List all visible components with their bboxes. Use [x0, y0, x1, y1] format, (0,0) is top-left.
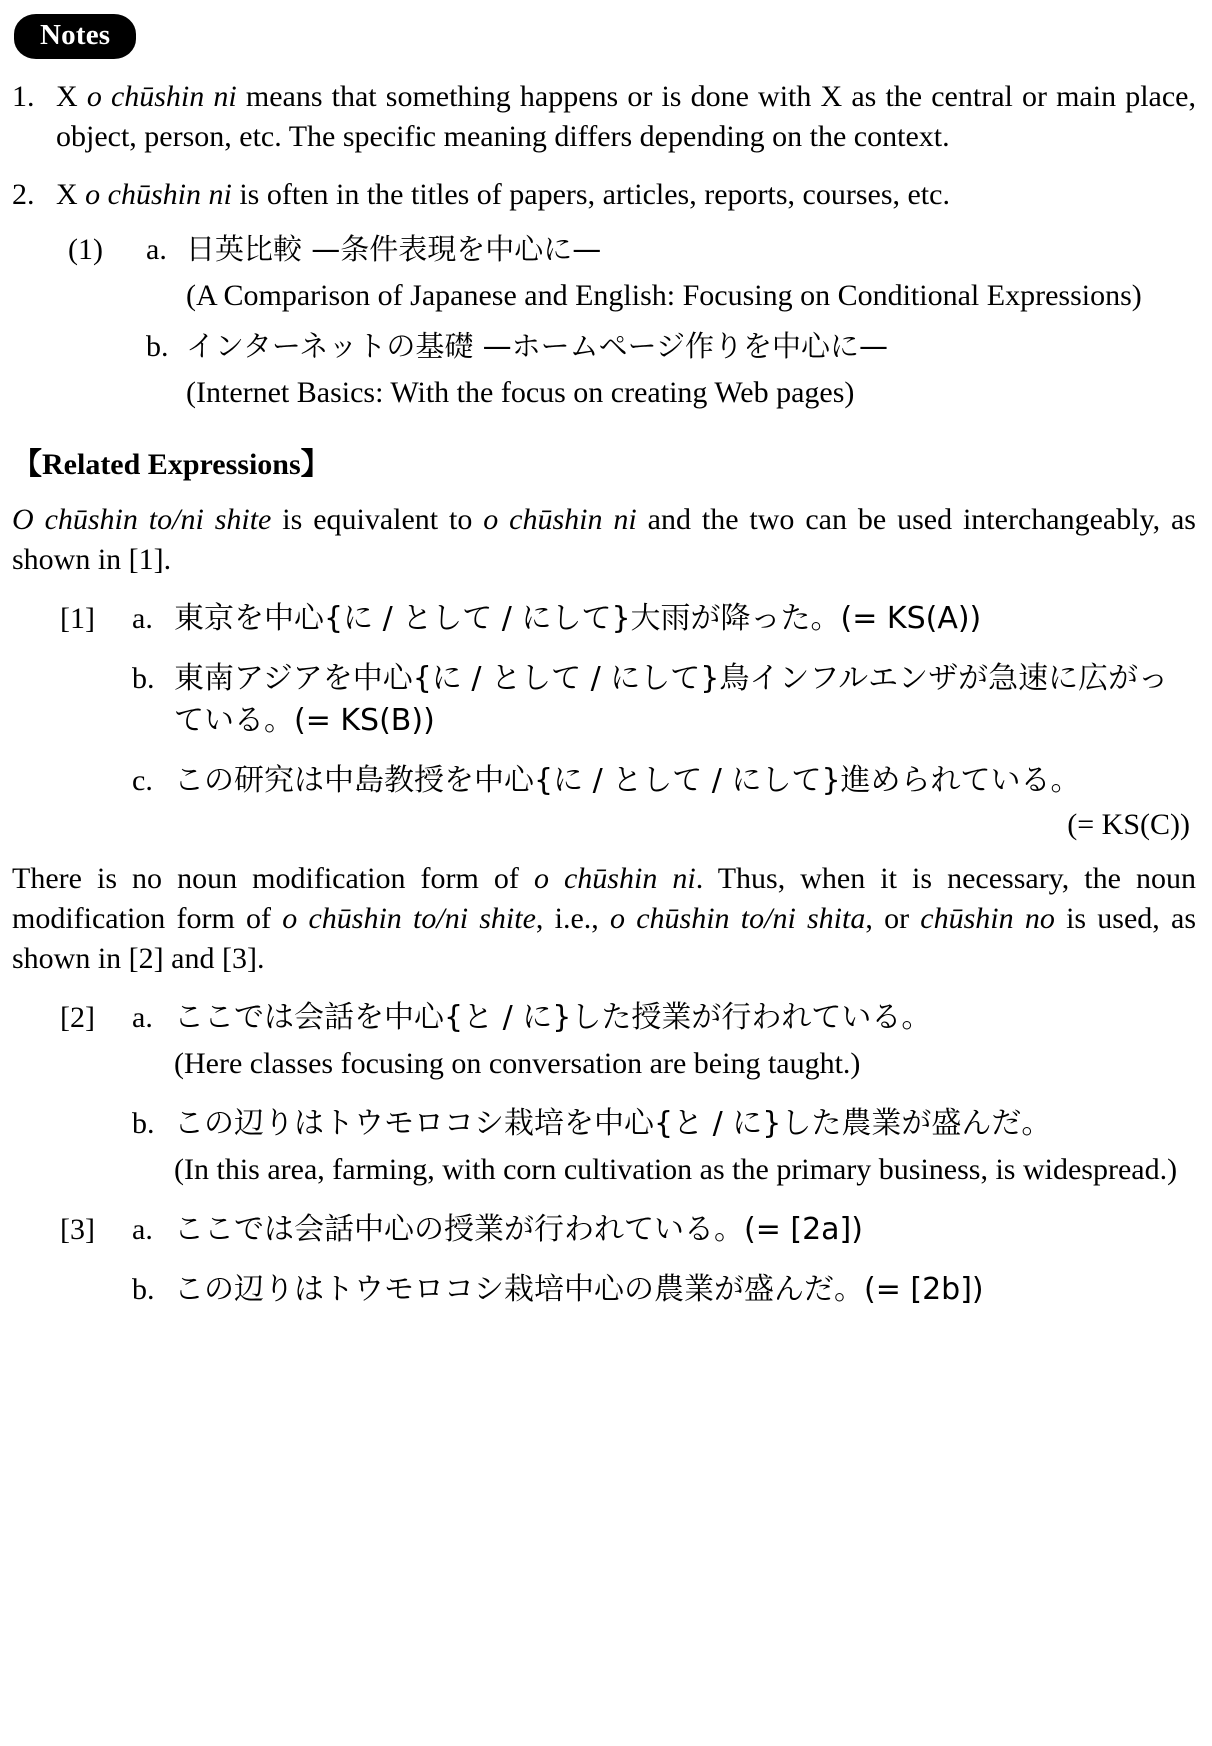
example-1b-marker: b. — [146, 329, 169, 363]
bracket-list-3 — [12, 1209, 1196, 1311]
list-3-a-text: ここでは会話中心の授業が行われている。(= [2a]) — [174, 1211, 863, 1247]
p2-part-7: chūshin no — [920, 901, 1055, 935]
note-2-part-1: o chūshin ni — [85, 177, 232, 211]
list-2-a-translation: (Here classes focusing on conversation are being taught.) — [174, 1046, 861, 1080]
note-1-part-2: means that something happens or is done with X as the central or main place, object, person, etc. The specific meaning differs depending on the context. — [56, 80, 1197, 153]
example-1b-row — [68, 326, 1196, 367]
note-1-part-1: o chūshin ni — [86, 80, 237, 113]
list-3-item-a — [60, 1209, 1196, 1251]
list-3-tag: [3] — [60, 1212, 95, 1246]
list-2-b-translation-row — [60, 1149, 1196, 1191]
p2-part-1: o chūshin ni — [533, 862, 696, 896]
list-1-item-b — [60, 658, 1196, 742]
example-1a-translation: (A Comparison of Japanese and English: Focusing on Conditional Expressions) — [186, 279, 1142, 313]
list-1-c-text: この研究は中島教授を中心{に / として / にして}進められている。 — [174, 763, 1081, 799]
list-2-a-translation-row — [60, 1043, 1196, 1085]
list-1-c-marker: c. — [132, 764, 153, 798]
list-1-b-text: 東南アジアを中心{に / として / にして}鳥インフルエンザが急速に広がっている。(= KS(B)) — [174, 661, 1169, 739]
list-2-a-text: ここでは会話を中心{と / に}した授業が行われている。 — [174, 999, 932, 1035]
intro-part-0: O chūshin to/ni shite — [12, 503, 272, 537]
notes-section-badge: Notes — [14, 14, 136, 59]
intro-part-3: and the two can be used interchangeably, as shown in [1]. — [12, 503, 1196, 577]
note-2-part-0: X — [56, 177, 86, 211]
list-2-a-marker: a. — [132, 1000, 153, 1034]
intro-part-1: is equivalent to — [271, 503, 484, 537]
note-1-text — [56, 77, 1196, 157]
note-1-number: 1. — [12, 80, 35, 113]
note-item-2 — [12, 175, 1196, 215]
note-2-text — [56, 175, 1196, 215]
document-body — [0, 77, 1212, 1311]
list-2-b-marker: b. — [132, 1106, 155, 1140]
note-2-number: 2. — [12, 177, 35, 211]
list-3-b-marker: b. — [132, 1272, 155, 1306]
p2-part-5: o chūshin to/ni shita — [610, 901, 866, 935]
example-1a-japanese-text: 日英比較 —条件表現を中心に— — [186, 231, 602, 266]
example-1b-japanese-text: インターネットの基礎 —ホームページ作りを中心に— — [186, 328, 889, 363]
list-2-item-a — [60, 997, 1196, 1039]
p2-part-3: o chūshin to/ni shite — [282, 901, 536, 935]
list-3-b-text: この辺りはトウモロコシ栽培中心の農業が盛んだ。(= [2b]) — [174, 1271, 984, 1307]
related-expressions-paragraph-2 — [12, 859, 1196, 979]
intro-part-2: o chūshin ni — [483, 503, 637, 537]
bracket-list-1 — [12, 598, 1196, 842]
list-2-tag: [2] — [60, 1000, 95, 1034]
list-1-b-marker: b. — [132, 662, 155, 696]
example-1b-translation: (Internet Basics: With the focus on creating Web pages) — [186, 376, 855, 410]
list-3-item-b — [60, 1269, 1196, 1311]
p2-part-2: . Thus, when it is necessary, the noun modification form of — [12, 862, 1196, 935]
related-expressions-heading: 【Related Expressions】 — [12, 448, 331, 482]
example-block-1 — [12, 229, 1196, 414]
list-2-b-translation: (In this area, farming, with corn cultivation as the primary business, is widespread.) — [174, 1152, 1178, 1186]
example-1a-japanese — [186, 229, 1196, 270]
example-1b-translation-row — [68, 373, 1196, 413]
list-1-a-text: 東京を中心{に / として / にして}大雨が降った。(= KS(A)) — [174, 601, 982, 637]
note-1-part-0: X — [56, 80, 87, 113]
bracket-list-2 — [12, 997, 1196, 1191]
list-3-a-marker: a. — [132, 1212, 153, 1246]
list-2-item-b — [60, 1103, 1196, 1145]
list-1-tag: [1] — [60, 602, 95, 636]
example-1-label: (1) — [68, 232, 103, 266]
list-1-item-c — [60, 760, 1196, 802]
p2-part-6: , or — [865, 901, 921, 935]
list-2-b-text: この辺りはトウモロコシ栽培を中心{と / に}した農業が盛んだ。 — [174, 1105, 1052, 1141]
note-2-part-2: is often in the titles of papers, articles, reports, courses, etc. — [231, 177, 950, 211]
p2-part-8: is used, as shown in [2] and [3]. — [12, 901, 1196, 975]
p2-part-4: , i.e., — [535, 901, 611, 935]
list-1-a-marker: a. — [132, 602, 153, 636]
example-1a-row — [68, 229, 1196, 270]
p2-part-0: There is no noun modification form of — [12, 862, 534, 896]
list-1-right-ref: (= KS(C)) — [1067, 808, 1190, 842]
example-1a-translation-row — [68, 276, 1196, 316]
note-item-1 — [12, 77, 1196, 157]
example-1a-marker: a. — [146, 232, 167, 266]
list-1-item-a — [60, 598, 1196, 640]
related-expressions-intro — [12, 500, 1196, 580]
example-1b-japanese — [186, 326, 1196, 367]
